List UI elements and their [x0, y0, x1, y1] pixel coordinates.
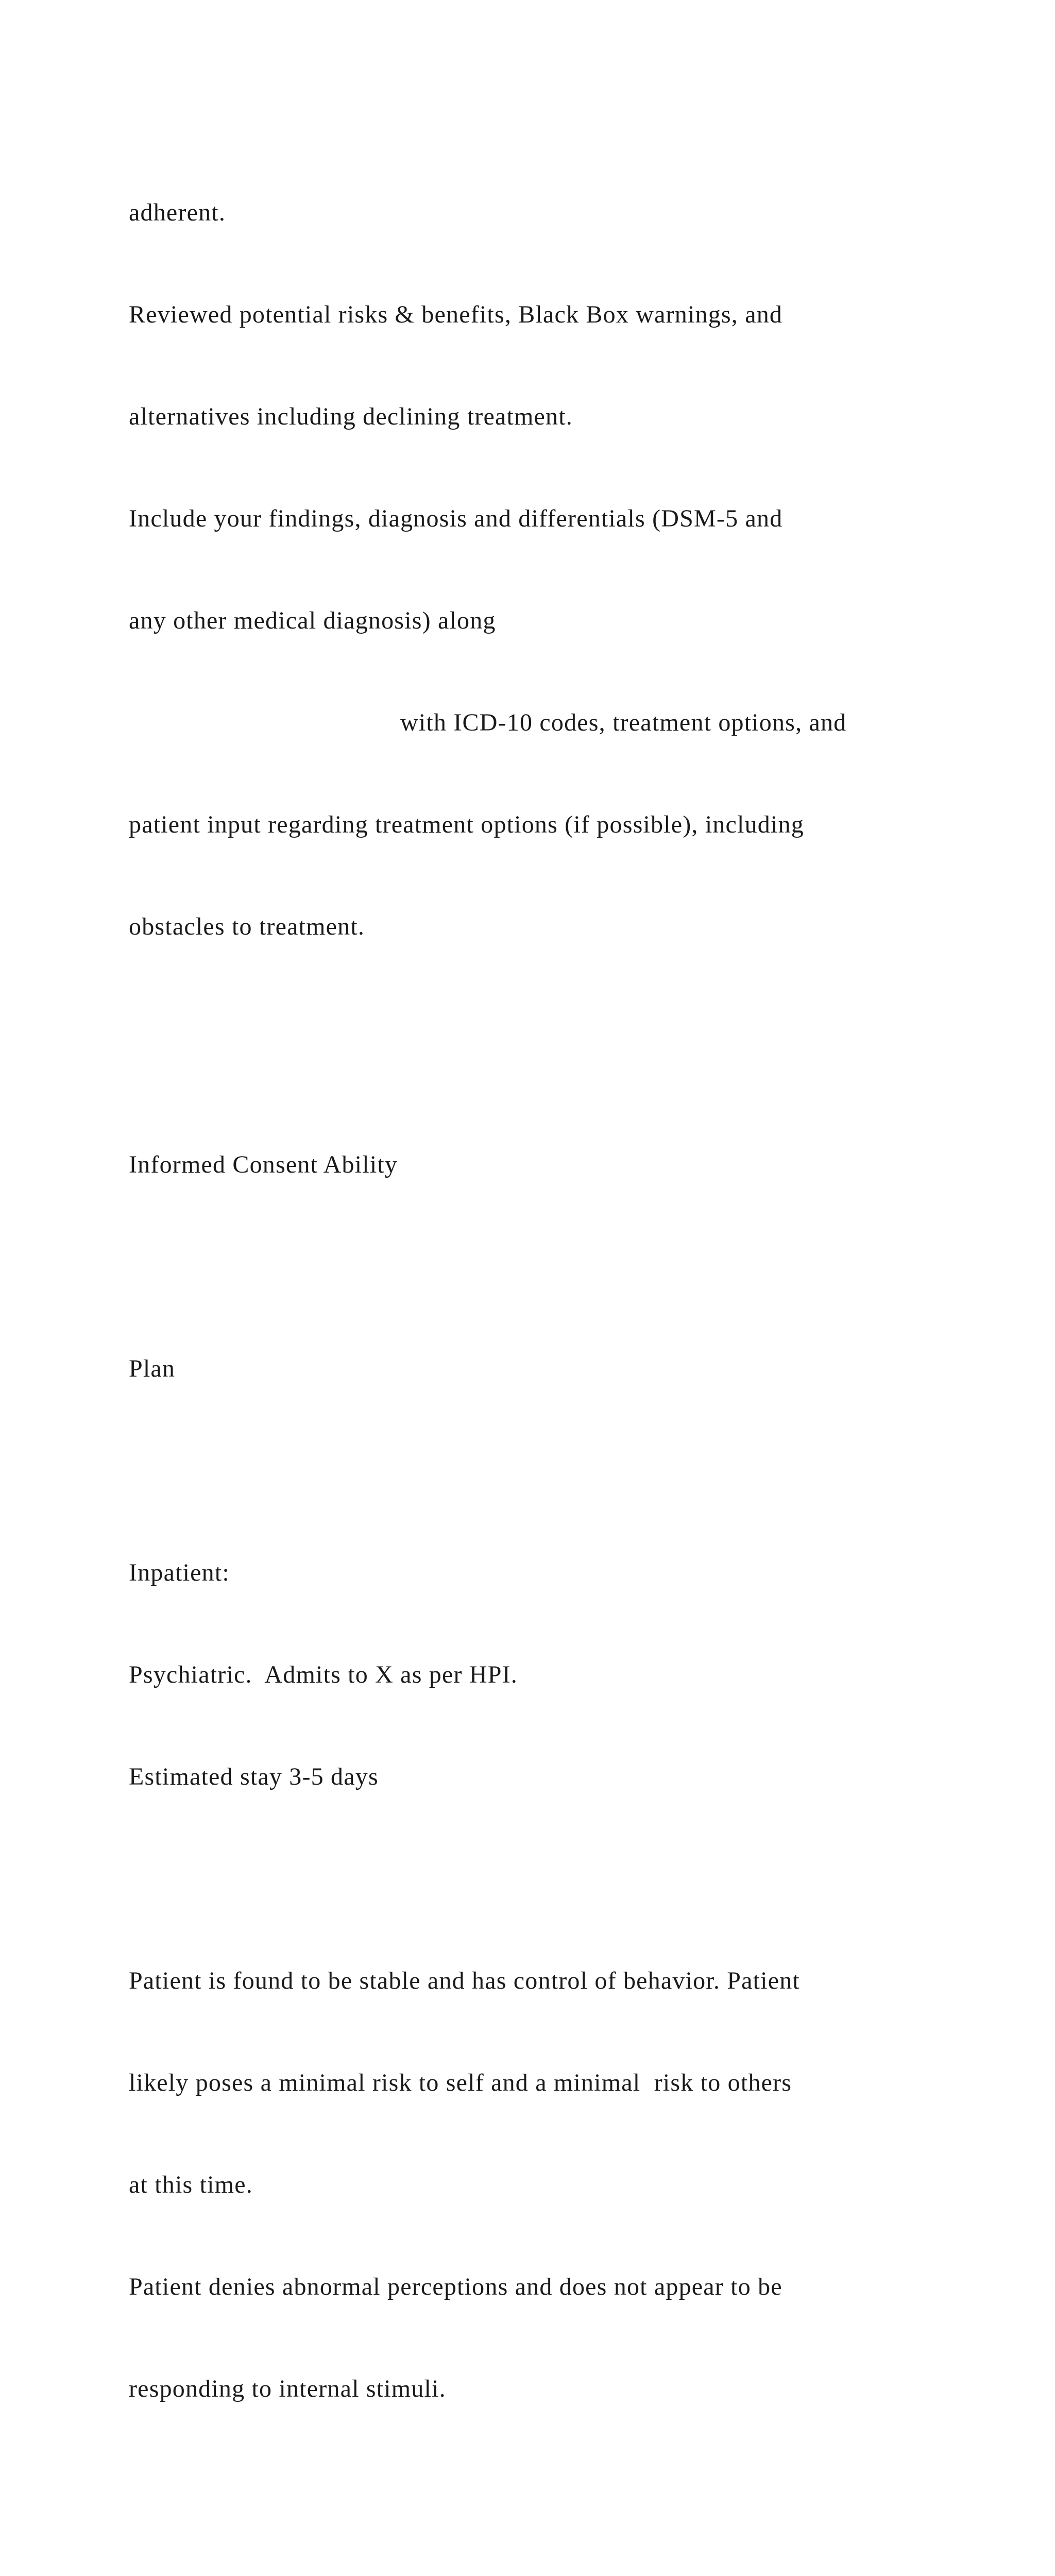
section-heading-informed-consent: Informed Consent Ability — [129, 1151, 398, 1178]
text-line: Patient denies abnormal perceptions and does not appear to be — [129, 2273, 782, 2300]
section-heading-plan: Plan — [129, 1355, 176, 1382]
text-line: Psychiatric. Admits to X as per HPI. — [129, 1661, 518, 1688]
text-line: adherent. — [129, 199, 226, 226]
text-line: Patient is found to be stable and has control of behavior. Patient — [129, 1967, 800, 1994]
text-line: likely poses a minimal risk to self and a minimal risk to others — [129, 2069, 792, 2096]
spacer — [129, 1454, 984, 1488]
text-line: Include your findings, diagnosis and differentials (DSM-5 and — [129, 505, 783, 532]
text-line: Estimated stay 3-5 days — [129, 1763, 379, 1790]
text-line: obstacles to treatment. — [129, 913, 365, 940]
text-line: at this time. — [129, 2171, 253, 2198]
text-line: any other medical diagnosis) along — [129, 607, 496, 634]
spacer — [129, 1012, 984, 1080]
spacer — [129, 2474, 984, 2542]
text-line-indented: with ICD-10 codes, treatment options, and — [400, 709, 847, 736]
text-line: responding to internal stimuli. — [129, 2375, 446, 2402]
spacer — [129, 1250, 984, 1284]
text-line: patient input regarding treatment options (if possible), including — [129, 811, 804, 838]
document-body — [129, 128, 984, 2576]
text-line: Reviewed potential risks & benefits, Black Box warnings, and — [129, 301, 783, 328]
spacer — [129, 1862, 984, 1896]
text-line: alternatives including declining treatment. — [129, 403, 573, 430]
text-line: Inpatient: — [129, 1559, 230, 1586]
